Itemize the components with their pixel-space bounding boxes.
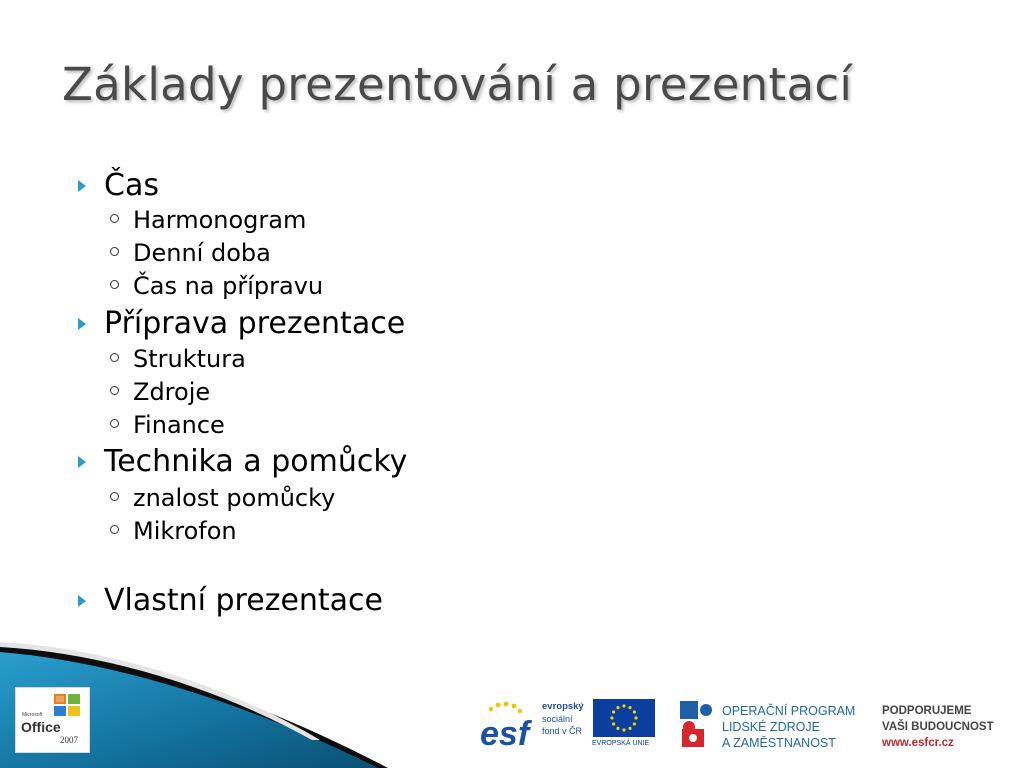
bullet-item: Vlastní prezentace	[104, 583, 384, 618]
bullet-triangle-icon	[78, 456, 86, 468]
bullet-item: Technika a pomůcky	[104, 444, 408, 479]
sub-bullet-circle-icon	[110, 386, 119, 395]
sub-bullet-item: Finance	[133, 411, 225, 439]
support-line-2: VAŠI BUDOUCNOST	[882, 721, 994, 733]
sub-bullet-circle-icon	[110, 492, 119, 501]
office-microsoft-label: Microsoft	[22, 712, 43, 718]
office-2007-logo	[15, 687, 90, 753]
sub-bullet-item: Zdroje	[133, 378, 211, 406]
sub-bullet-circle-icon	[110, 419, 119, 428]
sub-bullet-item: znalost pomůcky	[133, 484, 336, 512]
bullet-triangle-icon	[78, 180, 86, 192]
office-year: 2007	[60, 735, 78, 745]
op-program-text	[722, 703, 855, 751]
svg-text:esf: esf	[480, 715, 530, 749]
sub-bullet-circle-icon	[110, 525, 119, 534]
esf-line-3: fond v ČR	[542, 726, 583, 736]
slide-title: Základy prezentování a prezentací	[62, 58, 853, 111]
office-word: Office	[21, 719, 61, 735]
bullet-item: Čas	[104, 168, 159, 203]
sub-bullet-circle-icon	[110, 247, 119, 256]
op-line-2: LIDSKÉ ZDROJE	[722, 720, 820, 734]
sub-bullet-item: Čas na přípravu	[133, 272, 324, 300]
sub-bullet-item: Struktura	[133, 345, 246, 373]
sub-bullet-circle-icon	[110, 214, 119, 223]
op-line-3: A ZAMĚSTNANOST	[722, 736, 836, 750]
esf-logo	[478, 699, 588, 749]
office-squares-icon	[53, 692, 85, 720]
sub-bullet-item: Harmonogram	[133, 206, 307, 234]
support-line-1: PODPORUJEME	[882, 705, 972, 717]
eu-stars-icon	[593, 699, 655, 737]
eu-label: EVROPSKÁ UNIE	[592, 740, 650, 747]
op-line-1: OPERAČNÍ PROGRAM	[722, 704, 856, 718]
support-text	[882, 703, 994, 751]
op-lzz-puzzle-icon	[678, 699, 716, 749]
support-url: www.esfcr.cz	[882, 737, 954, 749]
bullet-item: Příprava prezentace	[104, 306, 406, 341]
eu-flag-icon	[593, 699, 655, 737]
sub-bullet-item: Denní doba	[133, 239, 271, 267]
sub-bullet-circle-icon	[110, 280, 119, 289]
esf-line-1: evropský	[542, 701, 584, 712]
sub-bullet-item: Mikrofon	[133, 517, 237, 545]
sub-bullet-circle-icon	[110, 353, 119, 362]
esf-line-2: sociální	[542, 714, 573, 724]
bullet-triangle-icon	[78, 318, 86, 330]
bullet-triangle-icon	[78, 595, 86, 607]
